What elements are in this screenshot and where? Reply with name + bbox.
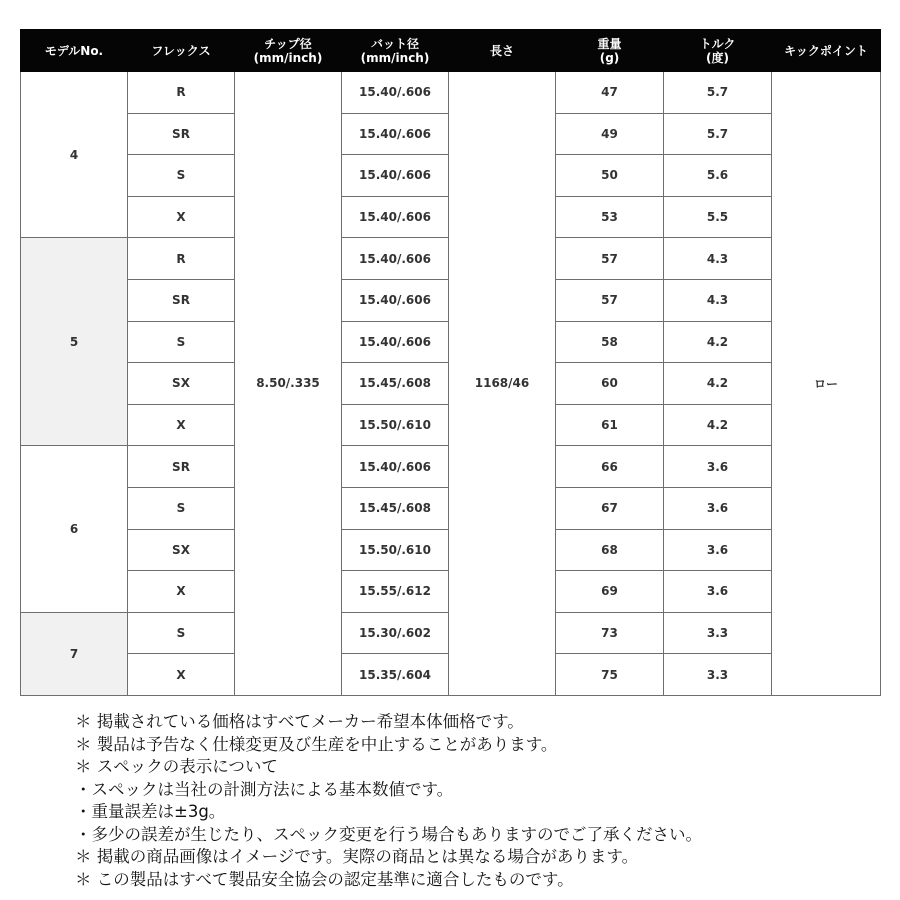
spec-table [20,29,881,696]
butt-cell: 15.40/.606 [342,321,449,363]
notes-list [75,711,702,891]
note-item: ＊ 掲載されている価格はすべてメーカー希望本体価格です。 [75,712,524,731]
note-item: ＊ 製品は予告なく仕様変更及び生産を中止することがあります。 [75,734,558,754]
weight-cell: 57 [556,238,664,280]
butt-cell: 15.40/.606 [342,279,449,321]
header-butt-line2: (mm/inch) [360,50,430,65]
weight-cell: 58 [556,321,664,363]
flex-cell: X [128,571,235,613]
torque-cell: 4.2 [664,321,772,363]
flex-cell: S [128,321,235,363]
header-length: 長さ [449,30,556,72]
weight-cell: 66 [556,446,664,488]
kickpoint-cell: ロー [772,72,881,696]
butt-cell: 15.40/.606 [342,113,449,155]
flex-cell: SR [128,446,235,488]
header-butt-diameter [342,30,449,72]
butt-cell: 15.30/.602 [342,612,449,654]
model-cell: 5 [21,238,128,446]
butt-cell: 15.50/.610 [342,529,449,571]
weight-cell: 53 [556,196,664,238]
butt-cell: 15.50/.610 [342,404,449,446]
header-weight-line1: 重量 [597,36,622,51]
flex-cell: S [128,487,235,529]
torque-cell: 5.7 [664,72,772,114]
header-torque [664,30,772,72]
torque-cell: 3.3 [664,612,772,654]
flex-cell: SX [128,363,235,405]
torque-cell: 4.2 [664,363,772,405]
header-model: モデルNo. [21,30,128,72]
torque-cell: 3.6 [664,446,772,488]
torque-cell: 5.5 [664,196,772,238]
torque-cell: 5.6 [664,155,772,197]
weight-cell: 69 [556,571,664,613]
table-row [21,72,881,114]
weight-cell: 49 [556,113,664,155]
flex-cell: SR [128,279,235,321]
weight-cell: 50 [556,155,664,197]
header-flex: フレックス [128,30,235,72]
torque-cell: 4.3 [664,238,772,280]
butt-cell: 15.40/.606 [342,155,449,197]
tip-diameter-cell: 8.50/.335 [235,72,342,696]
butt-cell: 15.45/.608 [342,487,449,529]
weight-cell: 73 [556,612,664,654]
butt-cell: 15.40/.606 [342,196,449,238]
model-cell: 6 [21,446,128,612]
note-item: ・多少の誤差が生じたり、スペック変更を行う場合もありますのでご了承ください。 [75,824,702,844]
header-kickpoint: キックポイント [772,30,881,72]
weight-cell: 67 [556,487,664,529]
torque-cell: 4.2 [664,404,772,446]
model-cell: 7 [21,612,128,695]
flex-cell: X [128,196,235,238]
flex-cell: R [128,238,235,280]
header-butt-line1: バット径 [370,36,419,51]
torque-cell: 3.6 [664,571,772,613]
torque-cell: 3.6 [664,487,772,529]
flex-cell: SR [128,113,235,155]
flex-cell: S [128,612,235,654]
header-tip-line1: チップ径 [264,36,312,51]
note-item: ・重量誤差は±3g。 [75,802,226,821]
note-item: ＊ この製品はすべて製品安全協会の認定基準に適合したものです。 [75,869,574,889]
header-row [21,30,881,72]
flex-cell: SX [128,529,235,571]
weight-cell: 47 [556,72,664,114]
header-weight-line2: (g) [599,50,620,65]
flex-cell: S [128,155,235,197]
butt-cell: 15.55/.612 [342,571,449,613]
weight-cell: 60 [556,363,664,405]
torque-cell: 5.7 [664,113,772,155]
flex-cell: X [128,654,235,696]
butt-cell: 15.45/.608 [342,363,449,405]
note-item: ＊ スペックの表示について [75,757,278,776]
flex-cell: R [128,72,235,114]
header-torque-line2: (度) [706,50,729,65]
torque-cell: 4.3 [664,279,772,321]
note-item: ・スペックは当社の計測方法による基本数値です。 [75,779,454,799]
weight-cell: 57 [556,279,664,321]
butt-cell: 15.35/.604 [342,654,449,696]
note-item: ＊ 掲載の商品画像はイメージです。実際の商品とは異なる場合があります。 [75,847,639,866]
header-weight [556,30,664,72]
weight-cell: 68 [556,529,664,571]
butt-cell: 15.40/.606 [342,72,449,114]
weight-cell: 75 [556,654,664,696]
model-cell: 4 [21,72,128,238]
header-tip-diameter [235,30,342,72]
torque-cell: 3.6 [664,529,772,571]
butt-cell: 15.40/.606 [342,446,449,488]
header-tip-line2: (mm/inch) [253,50,323,65]
torque-cell: 3.3 [664,654,772,696]
butt-cell: 15.40/.606 [342,238,449,280]
length-cell: 1168/46 [449,72,556,696]
weight-cell: 61 [556,404,664,446]
flex-cell: X [128,404,235,446]
header-torque-line1: トルク [699,36,736,51]
